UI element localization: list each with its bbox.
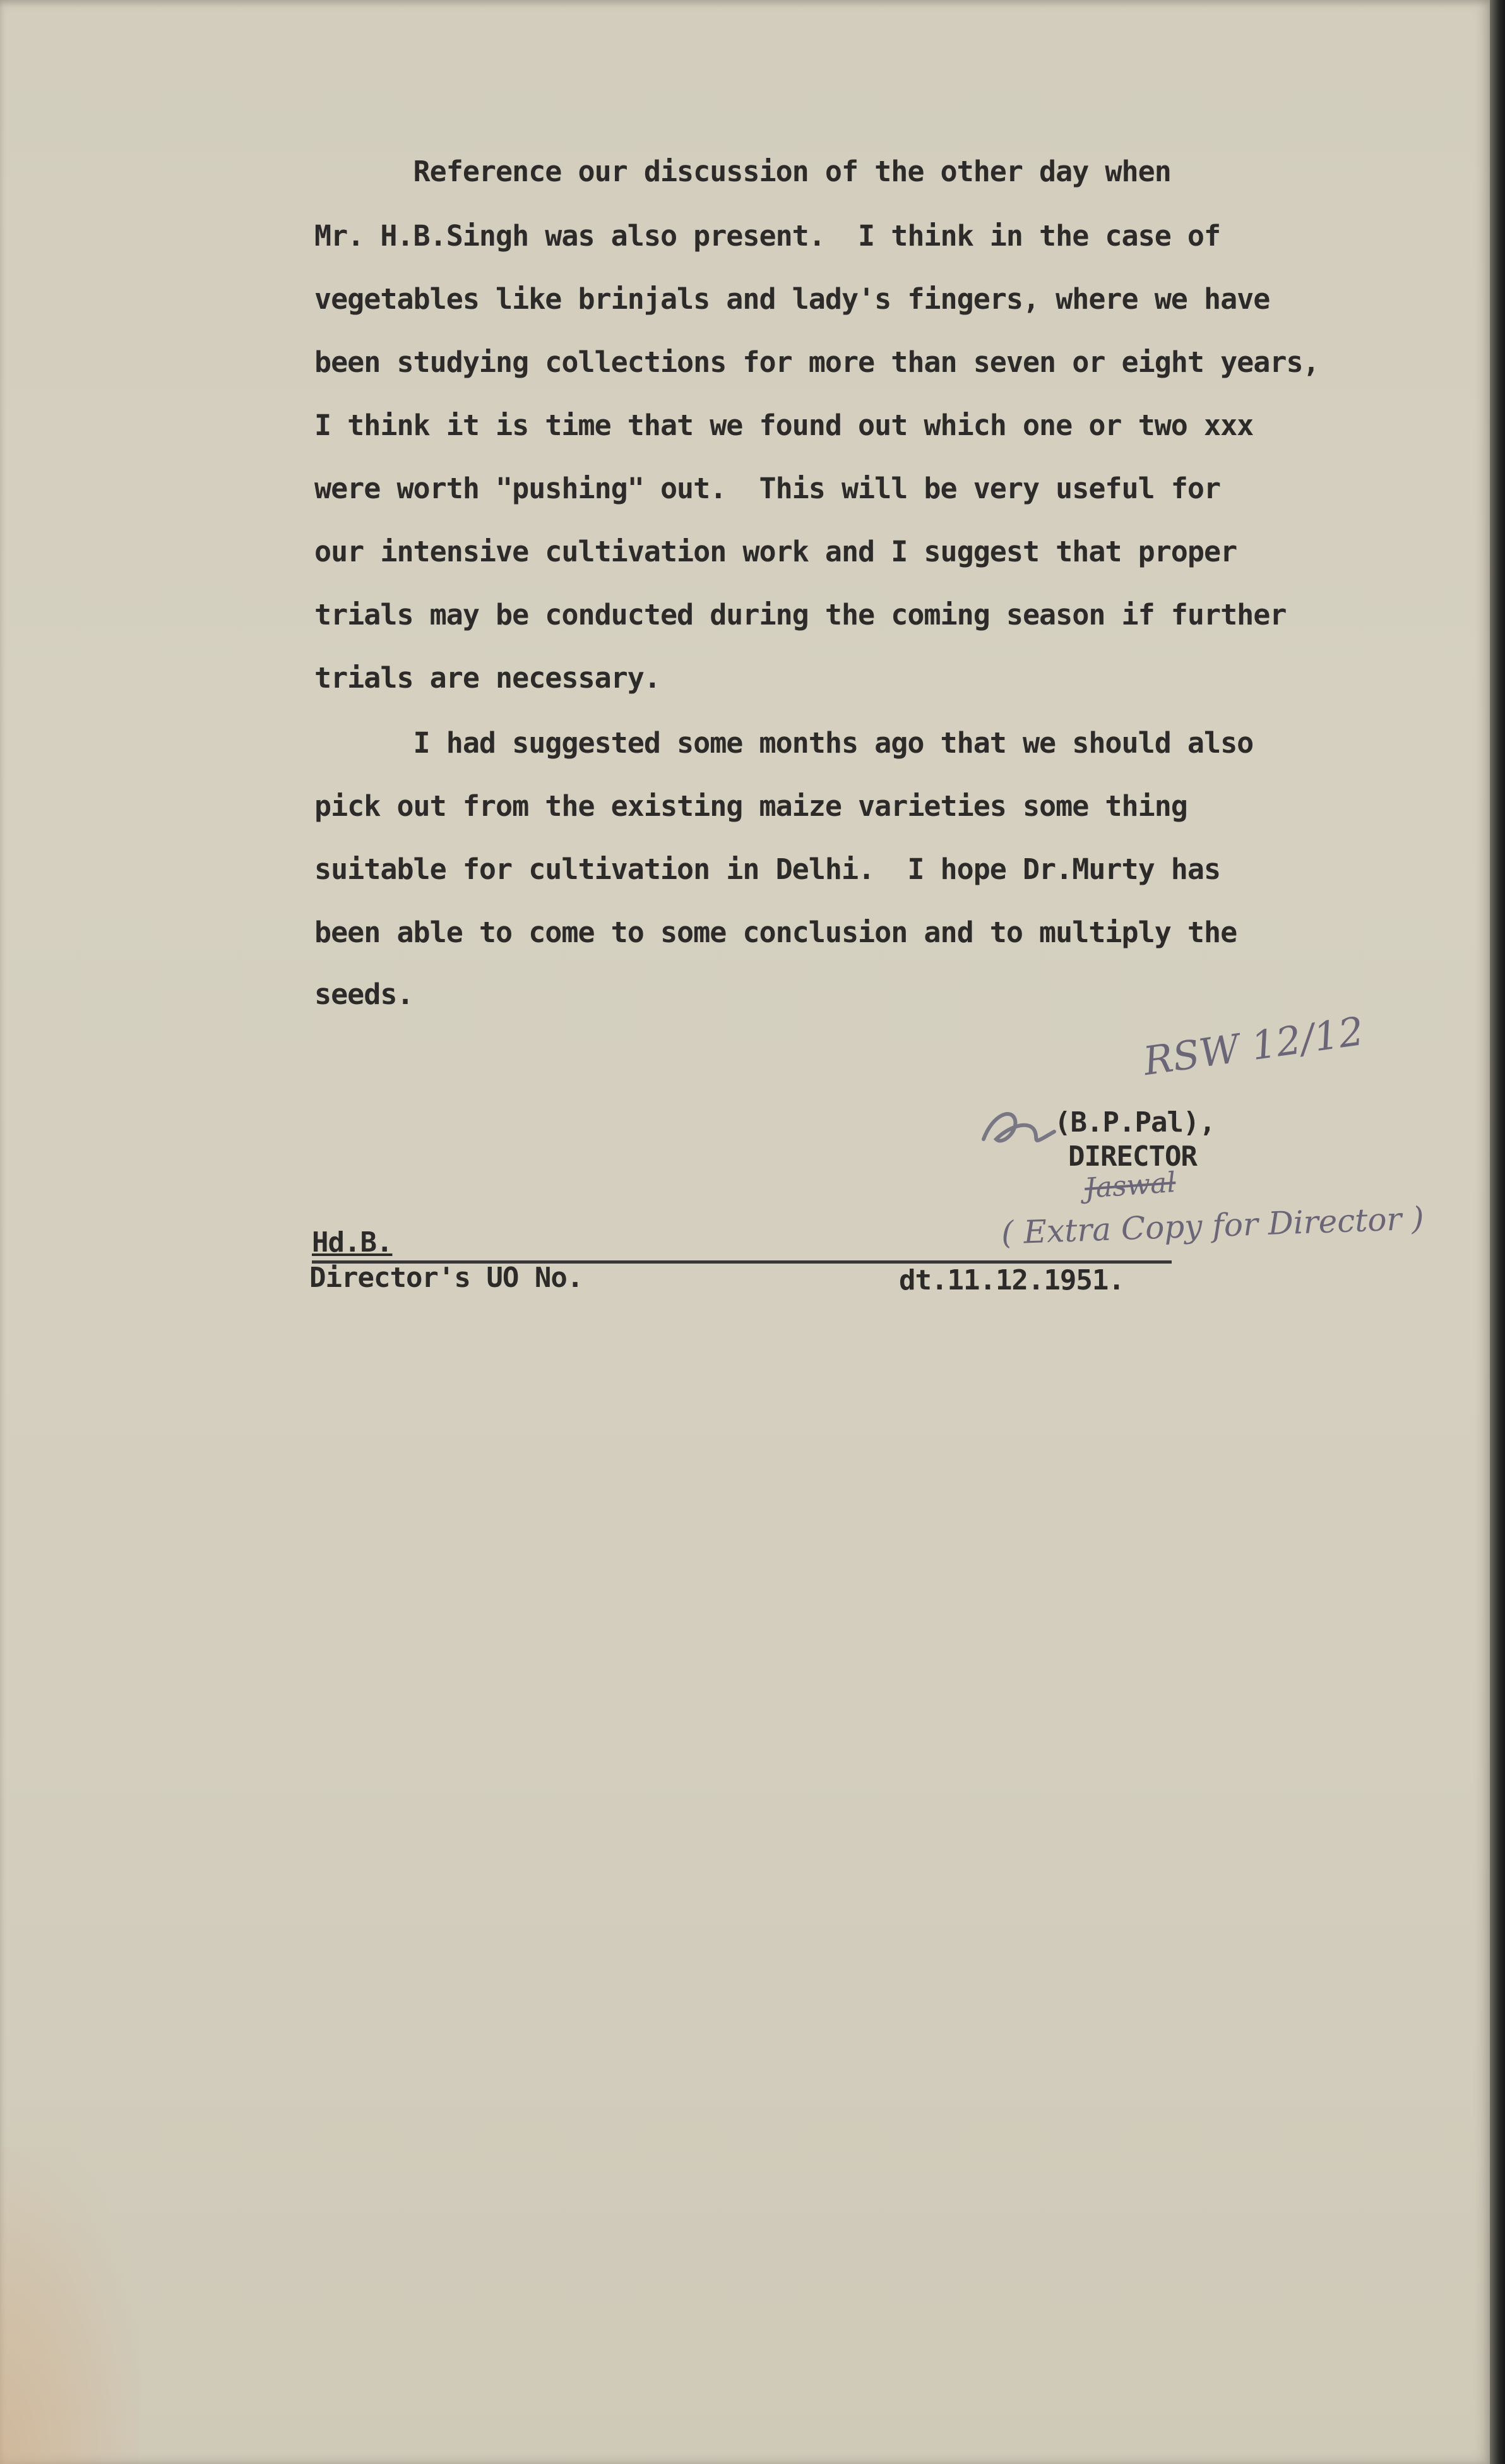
text-line: Reference our discussion of the other day when (314, 155, 1171, 188)
text-line: our intensive cultivation work and I suggest that proper (314, 535, 1237, 568)
uo-number-label: Director's UO No. (309, 1262, 583, 1294)
text-line: Mr. H.B.Singh was also present. I think in the case of (314, 219, 1221, 253)
text-line: pick out from the existing maize varieties some thing (314, 789, 1187, 823)
text-line: been able to come to some conclusion and to multiply the (314, 916, 1237, 949)
signatory-title: DIRECTOR (1068, 1140, 1197, 1173)
handwritten-struck-word: Jaswal (1083, 1166, 1177, 1205)
text-line: were worth "pushing" out. This will be very useful for (314, 472, 1221, 505)
text-line: seeds. (314, 978, 413, 1011)
text-line: I think it is time that we found out which one or two xxx (314, 409, 1254, 442)
handwritten-initials: RSW 12/12 (1140, 1007, 1367, 1085)
text-line: vegetables like brinjals and lady's fingers, where we have (314, 282, 1270, 316)
addressee: Hd.B. (312, 1226, 393, 1259)
signature-mark (977, 1101, 1059, 1158)
text-line: suitable for cultivation in Delhi. I hope Dr.Murty has (314, 852, 1221, 886)
text-line: been studying collections for more than seven or eight years, (314, 345, 1319, 379)
signatory-name: (B.P.Pal), (1054, 1106, 1215, 1139)
text-line: trials are necessary. (314, 661, 660, 695)
page-edge (1490, 0, 1505, 2464)
paper-stain (0, 2147, 139, 2464)
text-line: trials may be conducted during the coming season if further (314, 598, 1287, 631)
text-line: I had suggested some months ago that we should also (314, 726, 1254, 760)
handwritten-annotation: ( Extra Copy for Director ) (1001, 1200, 1425, 1252)
document-date: dt.11.12.1951. (899, 1264, 1124, 1296)
